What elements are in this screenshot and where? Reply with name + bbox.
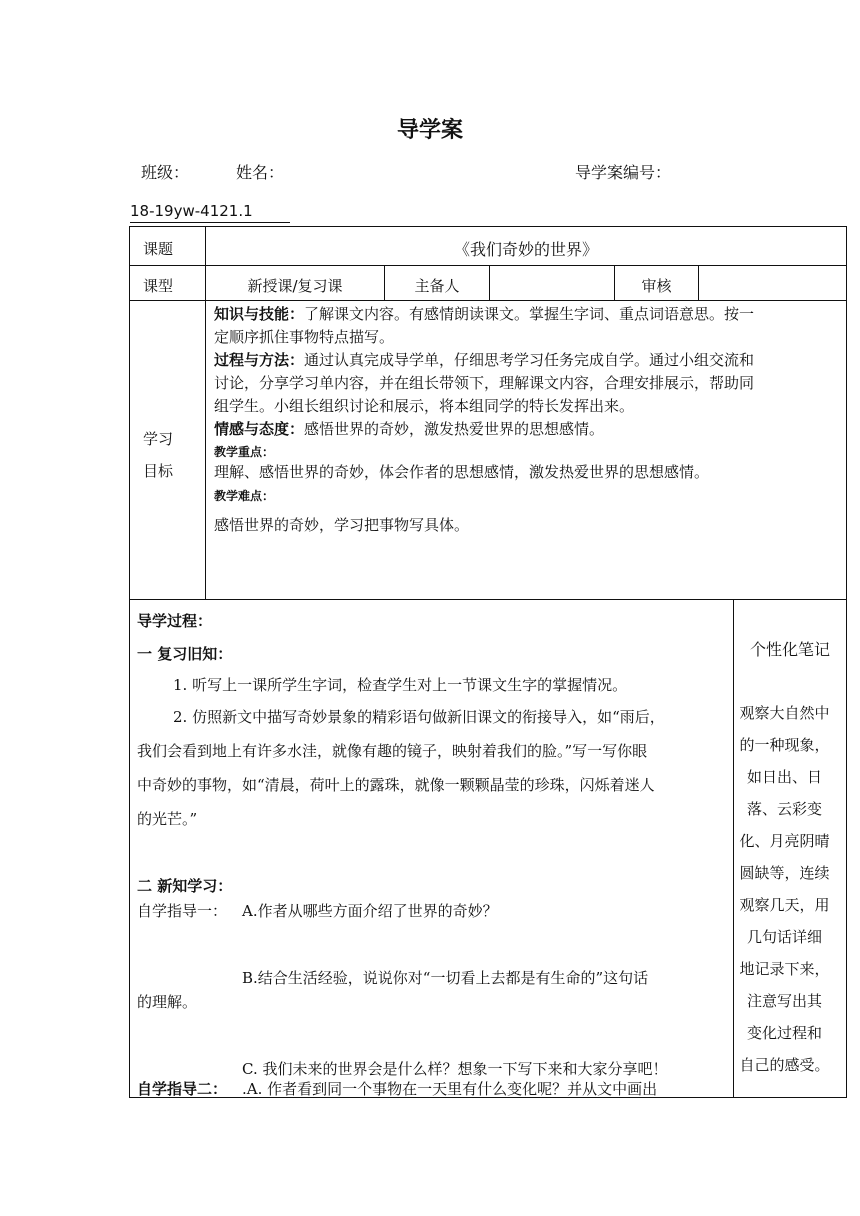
notes-line: 圆缺等，连续 — [739, 864, 830, 882]
process-item-2-cont: 我们会看到地上有许多水洼，就像有趣的镜子，映射着我们的脸。”写一写你眼 — [137, 742, 648, 760]
type-label: 课型 — [143, 277, 174, 295]
type-value: 新授课/复习课 — [247, 277, 343, 295]
preparer-label: 主备人 — [414, 277, 460, 295]
document-number-underline — [130, 222, 290, 223]
page-title: 导学案 — [396, 118, 463, 143]
notes-line: 观察几天，用 — [739, 896, 830, 914]
table-border-top — [129, 226, 847, 227]
teaching-difficulty-text: 感悟世界的奇妙，学习把事物写具体。 — [214, 516, 470, 534]
notes-body — [733, 697, 836, 1081]
process-item-1: 1. 听写上一课所学生字词，检查学生对上一节课文生字的掌握情况。 — [173, 676, 628, 694]
table-col-divider — [489, 265, 490, 300]
topic-label: 课题 — [143, 240, 174, 258]
objective-emotion-label: 情感与态度： — [214, 420, 305, 438]
objective-knowledge-label: 知识与技能： — [214, 305, 305, 323]
notes-line: 的一种现象， — [739, 736, 830, 754]
objective-process — [214, 349, 838, 372]
section-new-heading: 二 新知学习： — [137, 877, 233, 895]
notes-line: 落、云彩变 — [746, 800, 822, 818]
objective-emotion — [214, 418, 838, 441]
review-label: 审核 — [641, 277, 672, 295]
process-item-2-cont: 中奇妙的事物，如“清晨，荷叶上的露珠，就像一颗颗晶莹的珍珠，闪烁着迷人 — [137, 776, 655, 794]
guide-1-question-c: C. 我们未来的世界会是什么样？想象一下写下来和大家分享吧！ — [242, 1060, 668, 1078]
teaching-focus-text: 理解、感悟世界的奇妙，体会作者的思想感情，激发热爱世界的思想感情。 — [214, 463, 710, 481]
objective-process-cont: 讨论，分享学习单内容，并在组长带领下，理解课文内容，合理安排展示，帮助同 — [214, 374, 755, 392]
name-label: 姓名： — [236, 163, 285, 182]
table-row-divider — [129, 300, 847, 301]
section-review-heading: 一 复习旧知： — [137, 645, 233, 663]
objectives-label: 学习 — [143, 430, 174, 448]
topic-value: 《我们奇妙的世界》 — [453, 240, 598, 259]
table-col-divider — [698, 265, 699, 300]
notes-line: 地记录下来， — [739, 960, 830, 978]
objective-process-cont: 组学生。小组长组织讨论和展示，将本组同学的特长发挥出来。 — [214, 397, 635, 415]
objective-emotion-text: 感悟世界的奇妙，激发热爱世界的思想感情。 — [304, 420, 605, 438]
process-heading: 导学过程： — [137, 612, 213, 630]
guide-1-question-b-cont: 的理解。 — [137, 993, 198, 1011]
teaching-difficulty-label: 教学难点： — [214, 489, 275, 503]
document-number: 18-19yw-4121.1 — [130, 202, 253, 220]
notes-heading: 个性化笔记 — [749, 640, 830, 659]
guide-1-question-b: B.结合生活经验，说说你对“一切看上去都是有生命的”这句话 — [242, 969, 649, 987]
objective-knowledge-cont: 定顺序抓住事物特点描写。 — [214, 328, 395, 346]
objectives-label: 目标 — [143, 462, 174, 480]
guide-2-label: 自学指导二： — [137, 1080, 228, 1098]
number-label: 导学案编号： — [575, 163, 672, 182]
process-item-2: 2. 仿照新文中描写奇妙景象的精彩语句做新旧课文的衔接导入，如“雨后， — [173, 708, 665, 726]
table-row-divider — [129, 599, 847, 600]
objective-knowledge — [214, 303, 838, 326]
notes-line: 注意写出其 — [746, 992, 822, 1010]
guide-2-question-a: .A. 作者看到同一个事物在一天里有什么变化呢？并从文中画出 — [242, 1080, 658, 1098]
objective-process-label: 过程与方法： — [214, 351, 305, 369]
notes-line: 如日出、日 — [746, 768, 822, 786]
class-label: 班级： — [141, 163, 190, 182]
notes-line: 几句话详细 — [746, 928, 822, 946]
objective-process-text: 通过认真完成导学单，仔细思考学习任务完成自学。通过小组交流和 — [304, 351, 755, 369]
table-border-left — [129, 226, 130, 1098]
process-item-2-cont: 的光芒。” — [137, 810, 198, 828]
table-row-divider — [129, 265, 847, 266]
objective-knowledge-text: 了解课文内容。有感情朗读课文。掌握生字词、重点词语意思。按一 — [304, 305, 755, 323]
table-border-right — [846, 226, 847, 1098]
notes-line: 化、月亮阴晴 — [739, 832, 830, 850]
notes-line: 观察大自然中 — [739, 704, 830, 722]
guide-1-question-a: A.作者从哪些方面介绍了世界的奇妙？ — [242, 902, 498, 920]
teaching-focus-label: 教学重点： — [214, 445, 275, 459]
notes-line: 自己的感受。 — [739, 1056, 830, 1074]
notes-line: 变化过程和 — [746, 1024, 822, 1042]
guide-1-label: 自学指导一： — [137, 902, 228, 920]
